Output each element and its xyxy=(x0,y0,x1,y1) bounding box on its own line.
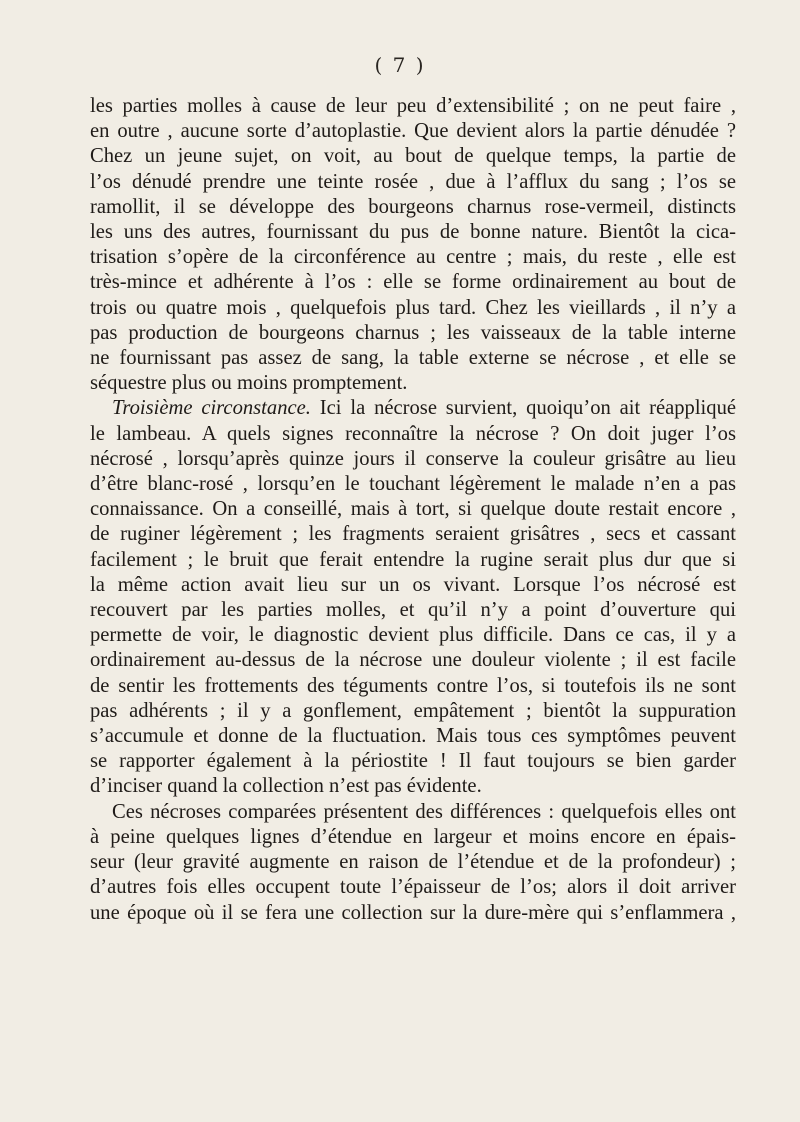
text-line: de sentir les frottements des téguments contre l’os, si toutefois ils ne sont xyxy=(90,674,736,697)
text-line xyxy=(90,396,736,421)
text-line: ne fournissant pas assez de sang, la table externe se nécrose , et elle se xyxy=(90,347,736,370)
text-line: une époque où il se fera une collection sur la dure-mère qui s’enflammera , xyxy=(90,901,736,924)
text-line: en outre , aucune sorte d’autoplastie. Que devient alors la partie dénudée ? xyxy=(90,120,736,143)
paragraph-2 xyxy=(90,396,736,799)
text-line: s’accumule et donne de la fluctuation. Mais tous ces symptômes peuvent xyxy=(90,725,736,748)
paragraph-3 xyxy=(90,800,736,926)
text-line: les parties molles à cause de leur peu d’extensibilité ; on ne peut faire , xyxy=(90,95,736,117)
text-line: d’autres fois elles occupent toute l’épaisseur de l’os; alors il doit arriver xyxy=(90,876,736,899)
text-line: trois ou quatre mois , quelquefois plus tard. Chez les vieillards , il n’y a xyxy=(90,296,736,319)
text-run: Ici la nécrose survient, quoiqu’on ait réappliqué xyxy=(310,397,737,420)
text-line: d’être blanc-rosé , lorsqu’en le touchant légèrement le malade n’en a pas xyxy=(90,473,736,496)
text-line: Ces nécroses comparées présentent des différences : quelquefois elles ont xyxy=(112,800,736,823)
text-line: Chez un jeune sujet, on voit, au bout de quelque temps, la partie de xyxy=(90,145,736,168)
text-line: seur (leur gravité augmente en raison de l’étendue et de la profondeur) ; xyxy=(90,851,736,874)
text-line: connaissance. On a conseillé, mais à tort, si quelque doute restait encore , xyxy=(90,498,736,521)
text-line: ordinairement au-dessus de la nécrose une douleur violente ; il est facile xyxy=(90,649,736,672)
text-line: les uns des autres, fournissant du pus de bonne nature. Bientôt la cica- xyxy=(90,221,736,244)
text-line: permette de voir, le diagnostic devient plus difficile. Dans ce cas, il y a xyxy=(90,624,736,647)
text-line: très-mince et adhérente à l’os : elle se forme ordinairement au bout de xyxy=(90,271,736,294)
text-line: ramollit, il se développe des bourgeons charnus rose-vermeil, distincts xyxy=(90,195,736,218)
paragraph-1 xyxy=(90,94,736,396)
text-line: pas production de bourgeons charnus ; les vaisseaux de la table interne xyxy=(90,321,736,344)
text-line: à peine quelques lignes d’étendue en largeur et moins encore en épais- xyxy=(90,825,736,848)
page-number: ( 7 ) xyxy=(374,53,426,77)
text-line: de ruginer légèrement ; les fragments seraient grisâtres , secs et cassant xyxy=(90,523,736,546)
text-line: l’os dénudé prendre une teinte rosée , due à l’afflux du sang ; l’os se xyxy=(90,170,736,193)
text-line: recouvert par les parties molles, et qu’il n’y a point d’ouverture qui xyxy=(90,599,736,622)
text-line: séquestre plus ou moins promptement. xyxy=(90,372,408,395)
text-line: facilement ; le bruit que ferait entendre la rugine serait plus dur que si xyxy=(90,548,736,571)
text-line: le lambeau. A quels signes reconnaître la nécrose ? On doit juger l’os xyxy=(90,422,736,445)
text-line: la même action avait lieu sur un os vivant. Lorsque l’os nécrosé est xyxy=(90,573,736,596)
section-heading: Troisième circonstance. xyxy=(112,397,311,420)
text-line: nécrosé , lorsqu’après quinze jours il conserve la couleur grisâtre au lieu xyxy=(90,447,736,470)
text-line: se rapporter également à la périostite ! Il faut toujours se bien garder xyxy=(90,750,736,773)
text-line: pas adhérents ; il y a gonflement, empâtement ; bientôt la suppuration xyxy=(90,699,736,722)
text-line: d’inciser quand la collection n’est pas évidente. xyxy=(90,775,482,798)
text-line: trisation s’opère de la circonférence au centre ; mais, du reste , elle est xyxy=(90,246,736,269)
body-text xyxy=(90,94,736,926)
